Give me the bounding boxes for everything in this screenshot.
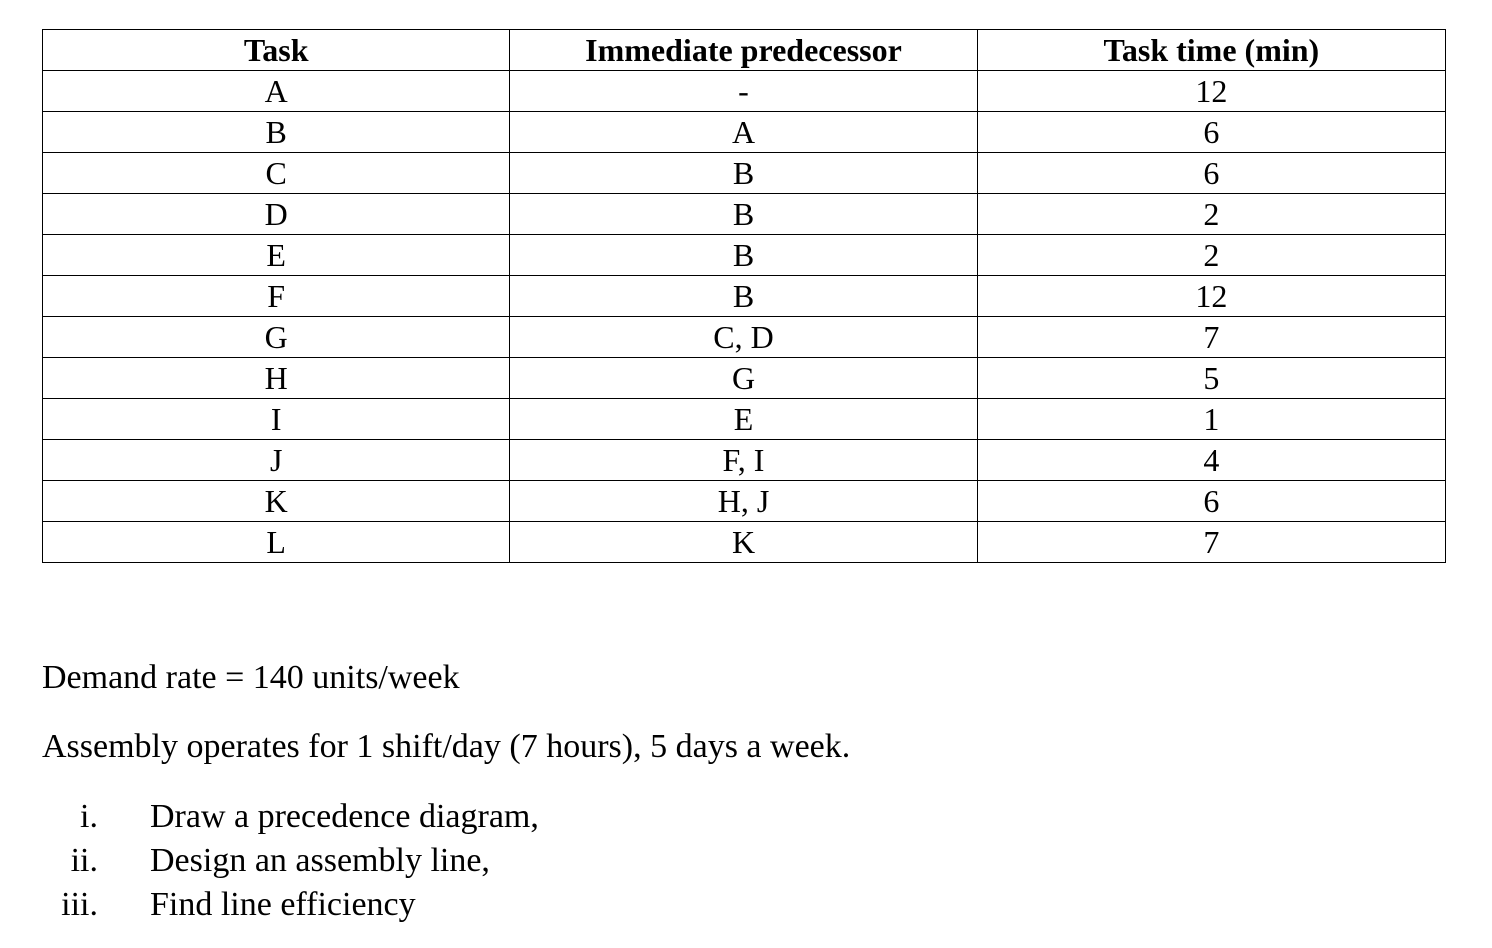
task-table [42, 29, 1446, 563]
table-row [43, 358, 1446, 399]
table-row [43, 399, 1446, 440]
task-time-cell: 4 [977, 440, 1445, 481]
predecessor-cell: H, J [510, 481, 977, 522]
table-row [43, 153, 1446, 194]
predecessor-cell: B [510, 276, 977, 317]
task-time-cell: 6 [977, 112, 1445, 153]
demand-rate-text: Demand rate = 140 units/week [42, 659, 460, 696]
operation-schedule-text: Assembly operates for 1 shift/day (7 hours), 5 days a week. [42, 728, 851, 765]
task-cell: L [43, 522, 510, 563]
task-time-cell: 6 [977, 481, 1445, 522]
predecessor-cell: C, D [510, 317, 977, 358]
header-immediate-predecessor: Immediate predecessor [510, 30, 977, 71]
table-row [43, 481, 1446, 522]
header-task-time: Task time (min) [977, 30, 1445, 71]
predecessor-cell: G [510, 358, 977, 399]
predecessor-cell: - [510, 71, 977, 112]
question-text: Draw a precedence diagram, [150, 798, 539, 835]
task-cell: B [43, 112, 510, 153]
header-task: Task [43, 30, 510, 71]
predecessor-cell: F, I [510, 440, 977, 481]
task-time-cell: 7 [977, 522, 1445, 563]
task-cell: G [43, 317, 510, 358]
task-time-cell: 12 [977, 71, 1445, 112]
table-row [43, 440, 1446, 481]
question-number: i. [80, 798, 98, 835]
question-number: ii. [70, 842, 98, 879]
predecessor-cell: B [510, 153, 977, 194]
table-row [43, 522, 1446, 563]
table-row [43, 276, 1446, 317]
task-time-cell: 5 [977, 358, 1445, 399]
question-number: iii. [61, 886, 98, 923]
task-time-cell: 2 [977, 194, 1445, 235]
table-row [43, 317, 1446, 358]
predecessor-cell: E [510, 399, 977, 440]
table-row [43, 71, 1446, 112]
task-time-cell: 7 [977, 317, 1445, 358]
table-row [43, 112, 1446, 153]
table-header-row [43, 30, 1446, 71]
task-cell: E [43, 235, 510, 276]
predecessor-cell: B [510, 194, 977, 235]
question-text: Find line efficiency [150, 886, 416, 923]
task-time-cell: 12 [977, 276, 1445, 317]
task-cell: C [43, 153, 510, 194]
task-time-cell: 6 [977, 153, 1445, 194]
table-row [43, 194, 1446, 235]
table-row [43, 235, 1446, 276]
predecessor-cell: K [510, 522, 977, 563]
task-time-cell: 2 [977, 235, 1445, 276]
task-cell: H [43, 358, 510, 399]
table-body [43, 71, 1446, 563]
question-text: Design an assembly line, [150, 842, 490, 879]
predecessor-cell: B [510, 235, 977, 276]
task-cell: F [43, 276, 510, 317]
task-cell: A [43, 71, 510, 112]
task-cell: I [43, 399, 510, 440]
predecessor-cell: A [510, 112, 977, 153]
task-cell: K [43, 481, 510, 522]
task-cell: J [43, 440, 510, 481]
task-cell: D [43, 194, 510, 235]
task-time-cell: 1 [977, 399, 1445, 440]
